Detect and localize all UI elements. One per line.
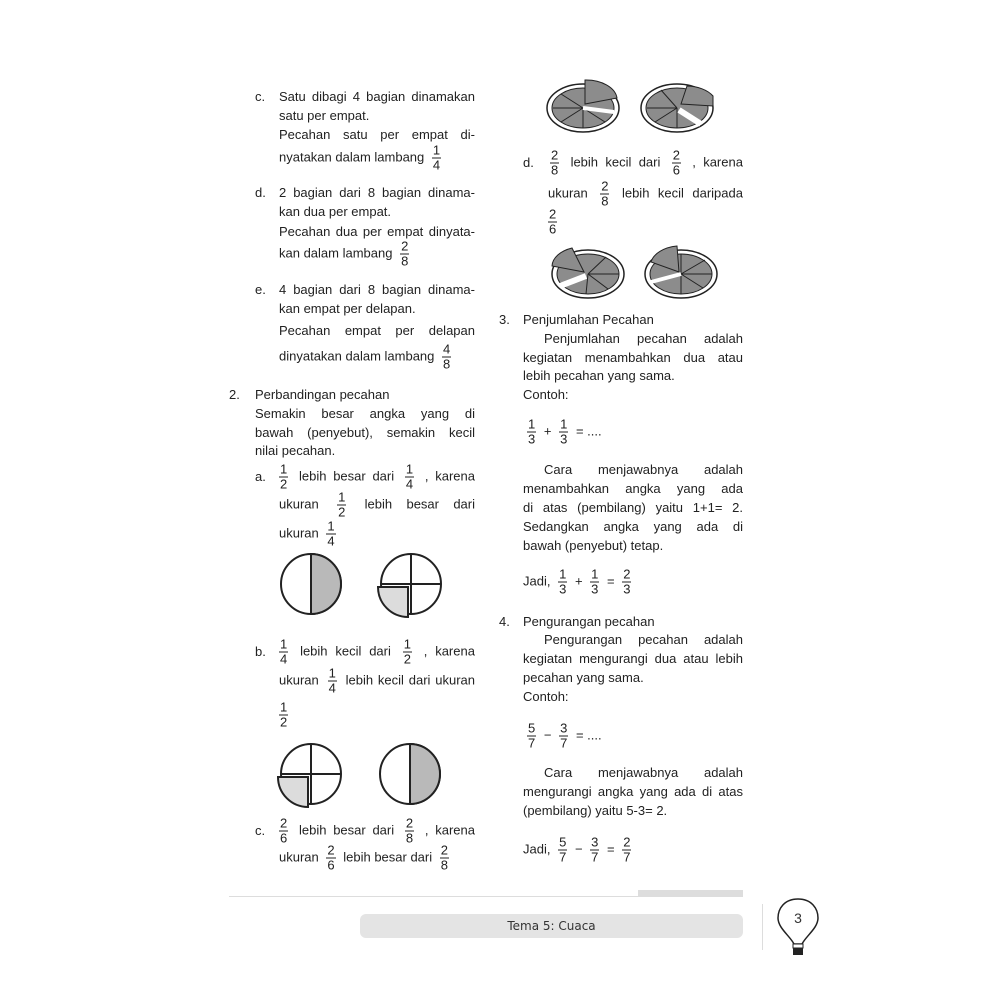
page-number: 3 <box>794 910 802 926</box>
denominator: 7 <box>559 849 567 865</box>
fraction <box>590 568 599 597</box>
denominator: 4 <box>432 157 441 173</box>
text: lebih kecil dari <box>570 154 661 170</box>
half-circle-diagram <box>278 551 344 617</box>
fraction <box>400 240 409 269</box>
item-label: b. <box>255 644 266 659</box>
text: , karena <box>424 822 475 838</box>
text: di atas (pembilang) yaitu 1+1= 2. <box>523 500 743 515</box>
numerator: 1 <box>403 636 411 652</box>
text: ukuran <box>279 496 319 512</box>
text-line <box>279 144 445 173</box>
denominator: 8 <box>601 193 609 209</box>
text: lebih kecil daripada <box>621 185 743 201</box>
text: kan dalam lambang <box>279 245 393 261</box>
text: nyatakan dalam lambang <box>279 149 425 165</box>
text: pecahan yang sama. <box>523 670 644 685</box>
numerator: 1 <box>528 416 536 432</box>
text: lebih kecil dari <box>300 643 391 659</box>
fraction <box>405 817 414 846</box>
fraction <box>432 144 441 173</box>
text-line <box>523 568 635 597</box>
text: lebih besar dari <box>298 822 395 838</box>
fraction <box>326 520 335 549</box>
denominator: 8 <box>440 857 448 873</box>
section-number: 2. <box>229 387 240 402</box>
numerator: 2 <box>672 147 680 163</box>
text: ukuran <box>279 849 319 865</box>
text-line <box>544 632 743 648</box>
text: − <box>574 841 583 857</box>
denominator: 6 <box>327 857 335 873</box>
numerator: 1 <box>405 461 414 477</box>
text-line <box>279 667 475 696</box>
text-line <box>279 844 453 873</box>
text-line <box>548 180 743 209</box>
denominator: 6 <box>549 221 557 237</box>
text-line <box>546 149 743 178</box>
numerator: 1 <box>338 489 346 505</box>
text: + <box>543 423 552 439</box>
quarter-circle-diagram <box>276 741 346 811</box>
fraction <box>527 418 536 447</box>
text-line <box>523 519 743 535</box>
text: = .... <box>575 423 602 439</box>
text: ukuran <box>548 185 588 201</box>
footer-divider <box>229 896 743 897</box>
text: Jadi, <box>523 573 551 589</box>
text: Jadi, <box>523 841 551 857</box>
denominator: 8 <box>401 253 409 269</box>
item-label: c. <box>255 823 266 838</box>
theme-label: Tema 5: Cuaca <box>360 914 743 938</box>
numerator: 2 <box>623 566 631 582</box>
denominator: 3 <box>591 581 599 597</box>
text: Cara menjawabnya adalah <box>544 765 743 780</box>
text: kegiatan mengurangi dua atau lebih <box>523 651 743 666</box>
fraction <box>558 568 567 597</box>
fraction <box>279 638 288 667</box>
denominator: 4 <box>405 476 414 492</box>
fraction <box>622 836 631 865</box>
text-line <box>279 108 369 124</box>
text-line <box>275 463 475 492</box>
fraction <box>442 343 451 372</box>
denominator: 2 <box>338 504 346 520</box>
numerator: 1 <box>560 416 568 432</box>
text-line <box>523 418 602 447</box>
fraction <box>403 638 412 667</box>
numerator: 2 <box>549 206 557 222</box>
pie-diagram-sixths <box>639 78 719 134</box>
text: menambahkan angka yang ada <box>523 481 743 496</box>
text-line <box>275 817 475 846</box>
denominator: 2 <box>403 651 411 667</box>
text-line <box>279 185 475 201</box>
numerator: 3 <box>591 834 599 850</box>
text: mengurangi angka yang ada di atas <box>523 784 743 799</box>
text-line <box>255 406 475 422</box>
text-line <box>544 462 743 478</box>
fraction <box>405 463 414 492</box>
text-line <box>279 323 475 339</box>
text: Satu dibagi 4 bagian dinamakan <box>279 89 475 104</box>
section-title: Pengurangan pecahan <box>523 614 655 629</box>
text: bawah (penyebut) tetap. <box>523 538 664 553</box>
text-line <box>523 481 743 497</box>
pie-diagram-eighths <box>545 78 625 134</box>
numerator: 2 <box>327 842 335 858</box>
fraction <box>550 149 559 178</box>
numerator: 1 <box>432 142 441 158</box>
text-line <box>523 387 569 403</box>
text-line <box>523 803 667 819</box>
denominator: 4 <box>328 680 336 696</box>
text-line <box>523 722 602 751</box>
text: Contoh: <box>523 387 569 402</box>
fraction <box>672 149 681 178</box>
denominator: 4 <box>327 533 335 549</box>
numerator: 2 <box>405 815 414 831</box>
numerator: 1 <box>328 665 336 681</box>
text-line <box>523 784 743 800</box>
text-line <box>279 224 475 240</box>
text: lebih besar dari <box>343 849 433 865</box>
denominator: 6 <box>672 162 680 178</box>
fraction <box>326 844 335 873</box>
denominator: 3 <box>528 431 536 447</box>
fraction <box>527 722 536 751</box>
text: , karena <box>692 154 743 170</box>
text: kan empat per delapan. <box>279 301 416 316</box>
denominator: 8 <box>443 356 451 372</box>
denominator: 7 <box>560 735 568 751</box>
text: satu per empat. <box>279 108 370 123</box>
text: 2 bagian dari 8 bagian dinama- <box>279 185 475 200</box>
text: lebih pecahan yang sama. <box>523 368 675 383</box>
text: = .... <box>575 727 602 743</box>
denominator: 7 <box>591 849 599 865</box>
text-line <box>523 689 569 705</box>
text: = <box>607 841 615 857</box>
text: Pecahan satu per empat di- <box>279 127 475 142</box>
text: bawah (penyebut), semakin kecil <box>255 425 475 440</box>
footer-accent-bar <box>638 890 743 896</box>
numerator: 2 <box>280 815 288 831</box>
fraction <box>279 463 288 492</box>
item-label: d. <box>255 185 266 200</box>
denominator: 3 <box>560 431 568 447</box>
section-title: Perbandingan pecahan <box>255 387 390 402</box>
text: nilai pecahan. <box>255 443 336 458</box>
pie-diagram-sixths <box>546 242 626 302</box>
quarter-circle-diagram <box>376 551 446 621</box>
text: + <box>574 573 583 589</box>
item-label: c. <box>255 89 266 104</box>
fraction <box>440 844 449 873</box>
text-line <box>523 651 743 667</box>
text-line <box>279 491 475 520</box>
text: kegiatan menambahkan dua atau <box>523 350 743 365</box>
fraction <box>622 568 631 597</box>
text: Pengurangan pecahan adalah <box>544 632 743 647</box>
footer-vertical-divider <box>762 904 763 950</box>
text: Pecahan dua per empat dinyata- <box>279 224 475 239</box>
numerator: 2 <box>601 178 609 194</box>
text-line <box>523 836 635 865</box>
text-line <box>544 331 743 347</box>
denominator: 4 <box>280 651 288 667</box>
text-line <box>279 240 413 269</box>
denominator: 2 <box>280 476 288 492</box>
text: lebih besar dari <box>298 468 395 484</box>
text-line <box>255 425 475 441</box>
text: Semakin besar angka yang di <box>255 406 475 421</box>
fraction <box>548 208 557 237</box>
text: ukuran <box>279 525 319 541</box>
text: dinyatakan dalam lambang <box>279 348 435 364</box>
numerator: 3 <box>560 720 568 736</box>
numerator: 2 <box>401 238 409 254</box>
denominator: 8 <box>551 162 559 178</box>
item-label: a. <box>255 469 266 484</box>
text-line <box>275 638 475 667</box>
text-line <box>523 500 743 516</box>
text-line <box>544 765 743 781</box>
text-line <box>523 670 644 686</box>
text: 4 bagian dari 8 bagian dinama- <box>279 282 475 297</box>
numerator: 5 <box>559 834 567 850</box>
fraction <box>559 418 568 447</box>
fraction <box>600 180 609 209</box>
text-line <box>279 282 475 298</box>
numerator: 1 <box>280 636 288 652</box>
item-label: d. <box>523 155 534 170</box>
text-line <box>523 350 743 366</box>
numerator: 1 <box>591 566 599 582</box>
text: Sedangkan angka yang ada di <box>523 519 743 534</box>
text: Cara menjawabnya adalah <box>544 462 743 477</box>
text-line <box>279 89 475 105</box>
numerator: 1 <box>280 699 288 715</box>
numerator: 1 <box>327 518 335 534</box>
text-line <box>255 443 335 459</box>
text-line <box>279 127 475 143</box>
numerator: 2 <box>551 147 559 163</box>
text-line <box>275 701 292 730</box>
numerator: 1 <box>559 566 567 582</box>
numerator: 5 <box>528 720 536 736</box>
fraction <box>279 817 288 846</box>
denominator: 3 <box>623 581 631 597</box>
text: lebih besar dari <box>364 496 475 512</box>
half-circle-diagram <box>377 741 443 807</box>
denominator: 8 <box>405 830 414 846</box>
fraction <box>590 836 599 865</box>
text-line <box>279 520 340 549</box>
text: (pembilang) yaitu 5-3= 2. <box>523 803 668 818</box>
numerator: 4 <box>443 341 451 357</box>
text: ukuran <box>279 672 319 688</box>
balloon-icon <box>776 896 820 958</box>
text-line <box>523 538 663 554</box>
text: − <box>543 727 552 743</box>
text-line <box>544 208 561 237</box>
text: Contoh: <box>523 689 569 704</box>
text: kan dua per empat. <box>279 204 392 219</box>
fraction <box>279 701 288 730</box>
numerator: 1 <box>280 461 288 477</box>
fraction <box>328 667 337 696</box>
text: = <box>607 573 615 589</box>
text: Pecahan empat per delapan <box>279 323 475 338</box>
fraction <box>558 836 567 865</box>
denominator: 7 <box>623 849 631 865</box>
section-number: 3. <box>499 312 510 327</box>
denominator: 3 <box>559 581 567 597</box>
text-line <box>279 343 455 372</box>
text-line <box>523 368 675 384</box>
text-line <box>279 204 391 220</box>
numerator: 2 <box>623 834 631 850</box>
numerator: 2 <box>440 842 448 858</box>
fraction <box>559 722 568 751</box>
section-number: 4. <box>499 614 510 629</box>
denominator: 2 <box>280 714 288 730</box>
text-line <box>279 301 416 317</box>
section-title: Penjumlahan Pecahan <box>523 312 654 327</box>
pie-diagram-eighths <box>643 242 723 302</box>
denominator: 6 <box>280 830 288 846</box>
text: , karena <box>423 643 475 659</box>
denominator: 7 <box>528 735 536 751</box>
text: Penjumlahan pecahan adalah <box>544 331 743 346</box>
fraction <box>337 491 346 520</box>
text: , karena <box>424 468 475 484</box>
item-label: e. <box>255 282 266 297</box>
text: lebih kecil dari ukuran <box>345 672 475 688</box>
